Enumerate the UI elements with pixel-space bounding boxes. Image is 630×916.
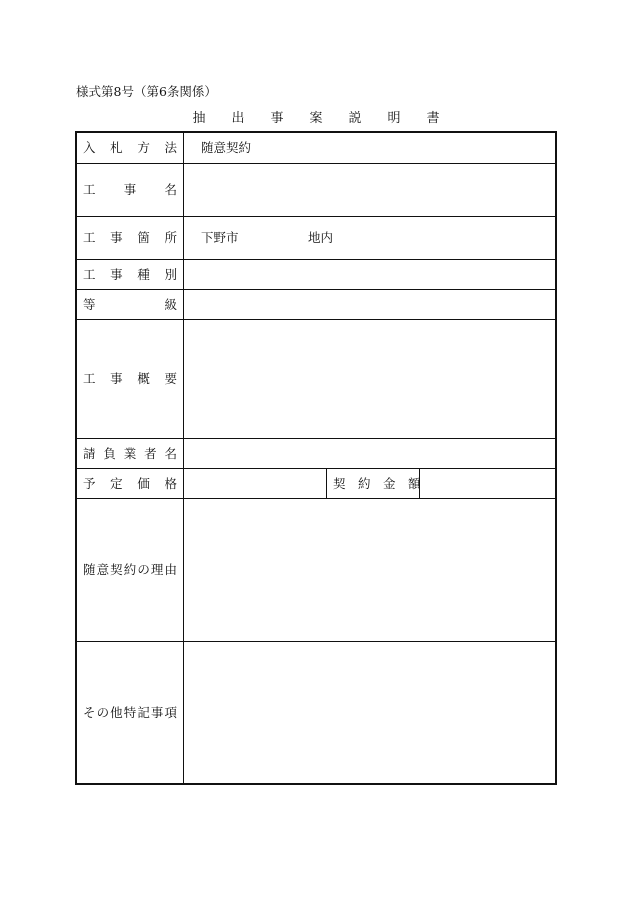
- row-work-location: [77, 217, 555, 260]
- grade-label-cell: [77, 290, 184, 319]
- row-reason: [77, 499, 555, 642]
- row-bid-method: [77, 133, 555, 164]
- work-name-label-cell: [77, 164, 184, 216]
- row-work-overview: [77, 320, 555, 439]
- row-other-notes: [77, 642, 555, 783]
- row-work-name: [77, 164, 555, 217]
- work-overview-label-cell: [77, 320, 184, 438]
- grade-label: 等 級: [83, 296, 177, 312]
- work-location-label-cell: [77, 217, 184, 259]
- work-type-label: 工 事 種 別: [83, 266, 177, 282]
- other-notes-value-cell[interactable]: [184, 642, 555, 783]
- contract-amount-label: 契 約 金 額: [333, 475, 421, 491]
- work-location-value-cell[interactable]: [184, 217, 555, 259]
- planned-price-label: 予 定 価 格: [83, 475, 177, 491]
- reason-value-cell[interactable]: [184, 499, 555, 641]
- row-work-type: [77, 260, 555, 290]
- bid-method-value: 随意契約: [201, 140, 252, 155]
- contract-amount-label-cell: [326, 469, 420, 498]
- row-grade: [77, 290, 555, 320]
- contractor-name-label-cell: [77, 439, 184, 468]
- other-notes-label: その他特記事項: [83, 704, 177, 720]
- contractor-name-label: 請負業者名: [83, 445, 177, 461]
- work-type-label-cell: [77, 260, 184, 289]
- contractor-name-value-cell[interactable]: [184, 439, 555, 468]
- form-number: 様式第8号（第6条関係）: [76, 84, 217, 99]
- row-contractor-name: [77, 439, 555, 469]
- work-name-value-cell[interactable]: [184, 164, 555, 216]
- bid-method-label-cell: [77, 133, 184, 163]
- work-location-area-suffix: 地内: [308, 230, 334, 245]
- bid-method-label: 入 札 方 法: [83, 140, 177, 155]
- explanation-form-table: [75, 131, 557, 785]
- planned-price-value-cell: [184, 469, 555, 498]
- work-overview-value-cell[interactable]: [184, 320, 555, 438]
- work-location-label: 工 事 箇 所: [83, 230, 177, 245]
- reason-label: 随意契約の理由: [83, 562, 177, 577]
- document-title: 抽 出 事 案 説 明 書: [192, 111, 440, 126]
- other-notes-label-cell: [77, 642, 184, 783]
- row-planned-price: [77, 469, 555, 499]
- work-location-city: 下野市: [201, 230, 239, 245]
- work-name-label: 工 事 名: [83, 182, 177, 197]
- planned-price-label-cell: [77, 469, 184, 498]
- grade-value-cell[interactable]: [184, 290, 555, 319]
- work-type-value-cell[interactable]: [184, 260, 555, 289]
- bid-method-value-cell[interactable]: [184, 133, 555, 163]
- reason-label-cell: [77, 499, 184, 641]
- work-overview-label: 工 事 概 要: [83, 371, 177, 386]
